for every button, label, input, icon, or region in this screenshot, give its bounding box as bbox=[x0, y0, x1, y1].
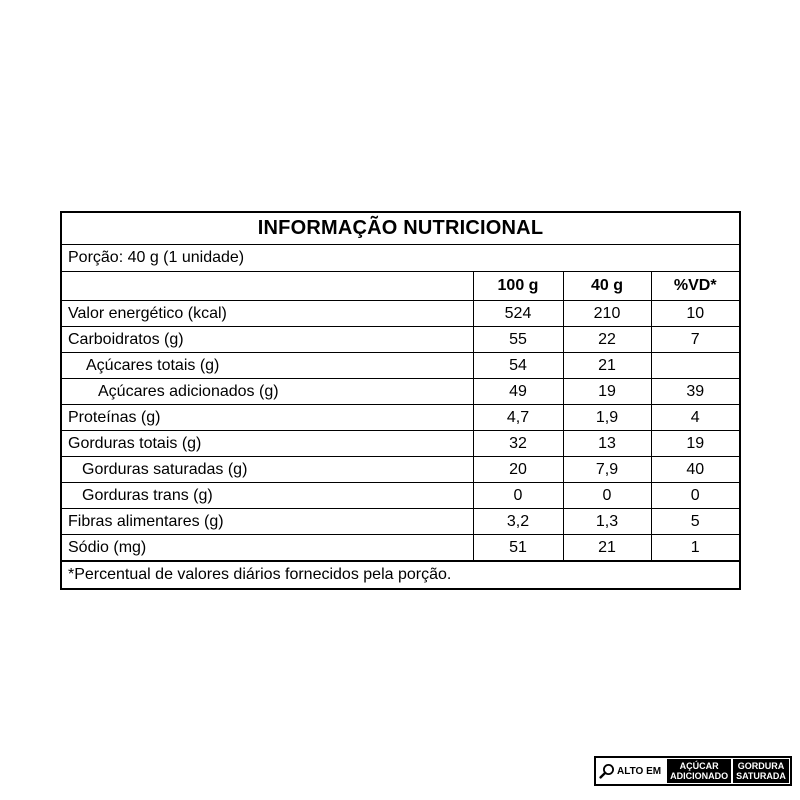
row-value-100g: 32 bbox=[473, 431, 563, 457]
warning-line: GORDURA bbox=[737, 761, 785, 771]
front-of-pack-warning bbox=[594, 756, 792, 786]
row-value-40g: 22 bbox=[563, 327, 651, 353]
row-label: Sódio (mg) bbox=[62, 535, 473, 561]
row-value-100g: 20 bbox=[473, 457, 563, 483]
row-label: Gorduras totais (g) bbox=[62, 431, 473, 457]
row-value-vd: 10 bbox=[651, 301, 739, 327]
alto-em-label bbox=[596, 758, 665, 784]
table-row bbox=[62, 457, 739, 483]
warning-added-sugar bbox=[667, 759, 731, 783]
row-value-40g: 1,3 bbox=[563, 509, 651, 535]
table-row bbox=[62, 301, 739, 327]
header-vd: %VD* bbox=[651, 272, 739, 301]
warning-saturated-fat bbox=[733, 759, 789, 783]
row-value-100g: 3,2 bbox=[473, 509, 563, 535]
row-value-100g: 4,7 bbox=[473, 405, 563, 431]
table-row bbox=[62, 405, 739, 431]
table-row bbox=[62, 431, 739, 457]
row-value-40g: 7,9 bbox=[563, 457, 651, 483]
row-value-vd: 39 bbox=[651, 379, 739, 405]
warning-line: AÇÚCAR bbox=[679, 761, 719, 771]
warning-line: SATURADA bbox=[736, 771, 786, 781]
row-value-40g: 21 bbox=[563, 535, 651, 561]
row-label: Proteínas (g) bbox=[62, 405, 473, 431]
magnifier-icon bbox=[599, 763, 615, 779]
row-label: Valor energético (kcal) bbox=[62, 301, 473, 327]
table-row bbox=[62, 353, 739, 379]
table-row bbox=[62, 379, 739, 405]
row-value-40g: 1,9 bbox=[563, 405, 651, 431]
row-value-vd: 0 bbox=[651, 483, 739, 509]
row-label: Açúcares totais (g) bbox=[62, 353, 473, 379]
header-100g: 100 g bbox=[473, 272, 563, 301]
footnote: *Percentual de valores diários fornecidos pela porção. bbox=[62, 561, 739, 588]
row-value-100g: 51 bbox=[473, 535, 563, 561]
row-value-40g: 0 bbox=[563, 483, 651, 509]
header-40g: 40 g bbox=[563, 272, 651, 301]
portion-text: Porção: 40 g (1 unidade) bbox=[62, 245, 739, 272]
row-label: Fibras alimentares (g) bbox=[62, 509, 473, 535]
row-value-100g: 54 bbox=[473, 353, 563, 379]
row-label: Gorduras saturadas (g) bbox=[62, 457, 473, 483]
header-blank-cell bbox=[62, 272, 473, 301]
row-value-vd: 1 bbox=[651, 535, 739, 561]
row-value-40g: 13 bbox=[563, 431, 651, 457]
alto-em-text: ALTO EM bbox=[617, 765, 662, 777]
row-value-100g: 55 bbox=[473, 327, 563, 353]
row-value-100g: 49 bbox=[473, 379, 563, 405]
table-title: INFORMAÇÃO NUTRICIONAL bbox=[62, 213, 739, 245]
row-value-40g: 210 bbox=[563, 301, 651, 327]
row-value-vd: 7 bbox=[651, 327, 739, 353]
row-label: Açúcares adicionados (g) bbox=[62, 379, 473, 405]
row-value-100g: 524 bbox=[473, 301, 563, 327]
row-label: Gorduras trans (g) bbox=[62, 483, 473, 509]
row-value-40g: 19 bbox=[563, 379, 651, 405]
row-value-100g: 0 bbox=[473, 483, 563, 509]
row-value-vd: 4 bbox=[651, 405, 739, 431]
table-row bbox=[62, 327, 739, 353]
row-value-vd: 19 bbox=[651, 431, 739, 457]
row-value-vd bbox=[651, 353, 739, 379]
row-label: Carboidratos (g) bbox=[62, 327, 473, 353]
nutrition-grid bbox=[62, 272, 739, 561]
row-value-vd: 5 bbox=[651, 509, 739, 535]
table-row bbox=[62, 509, 739, 535]
header-row bbox=[62, 272, 739, 301]
nutrition-table bbox=[60, 211, 741, 590]
table-row bbox=[62, 483, 739, 509]
row-value-40g: 21 bbox=[563, 353, 651, 379]
warning-line: ADICIONADO bbox=[670, 771, 729, 781]
table-row bbox=[62, 535, 739, 561]
row-value-vd: 40 bbox=[651, 457, 739, 483]
